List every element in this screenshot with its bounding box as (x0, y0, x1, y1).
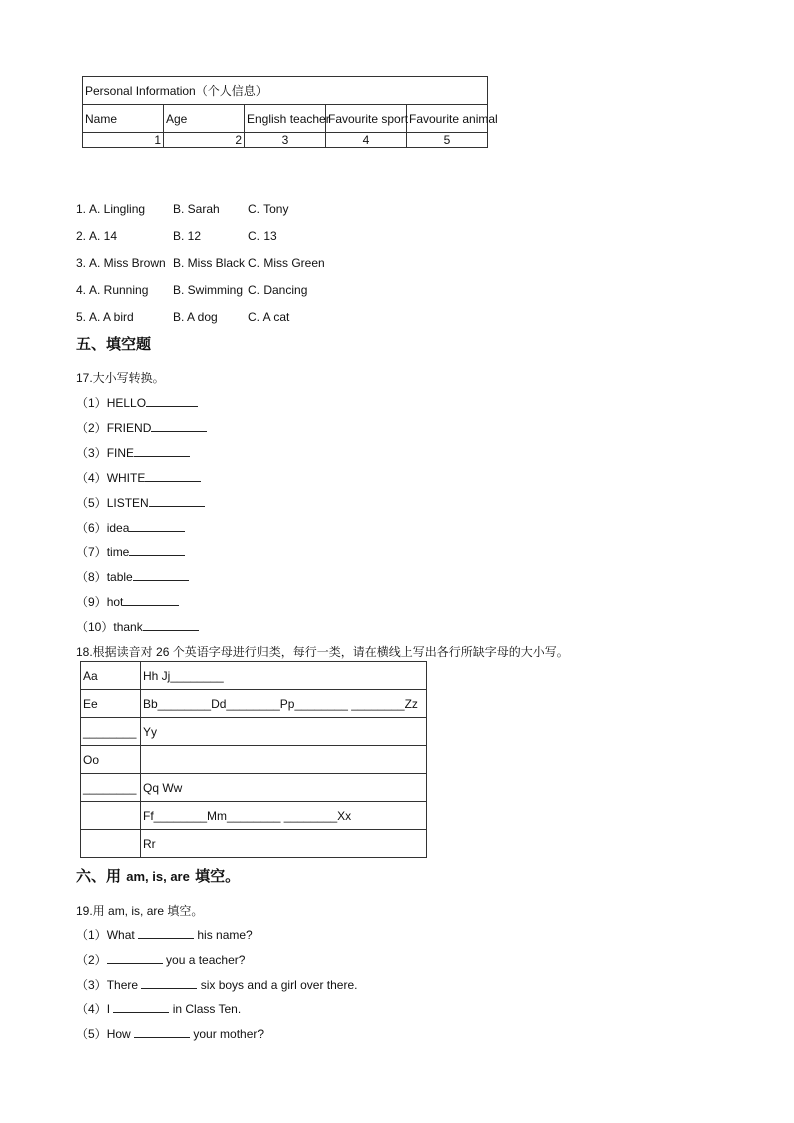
answer-blank[interactable] (146, 395, 198, 407)
question-19-title: 19.用 am, is, are 填空。 (76, 904, 204, 918)
letters-cell[interactable]: Qq Ww (141, 774, 427, 802)
table-row (81, 718, 427, 746)
group-cell[interactable] (81, 802, 141, 830)
option-a: A. Lingling (89, 202, 146, 216)
info-number-2: 2 (164, 133, 245, 148)
header-age: Age (164, 105, 245, 133)
option-a: A. 14 (89, 229, 118, 243)
choice-row (76, 283, 308, 297)
letters-cell[interactable]: Yy (141, 718, 427, 746)
section-heading: 五、填空题 (76, 335, 152, 353)
info-number-3: 3 (245, 133, 326, 148)
answer-blank[interactable] (134, 1026, 190, 1038)
option-b: B. A dog (173, 310, 218, 324)
heading-keywords: am, is, are (126, 869, 190, 884)
table-row (81, 830, 427, 858)
letters-cell[interactable]: Hh Jj________ (141, 662, 427, 690)
list-item: （1）What his name? (76, 928, 253, 942)
answer-blank[interactable] (134, 445, 190, 457)
choice-row (76, 229, 277, 243)
answer-blank[interactable] (113, 1001, 169, 1013)
answer-blank[interactable] (123, 594, 179, 606)
answer-blank[interactable] (107, 952, 163, 964)
list-item: （7）time (76, 543, 185, 560)
option-a: A. A bird (89, 310, 134, 324)
option-b: B. Swimming (173, 283, 244, 297)
list-item: （2） you a teacher? (76, 953, 246, 967)
option-b: B. 12 (173, 229, 202, 243)
answer-blank[interactable] (149, 495, 205, 507)
header-favourite-animal: Favourite animal (407, 105, 488, 133)
answer-blank[interactable] (138, 927, 194, 939)
choice-row (76, 310, 290, 324)
list-item: （5）LISTEN (76, 494, 205, 511)
option-a: A. Miss Brown (89, 256, 166, 270)
option-b: B. Sarah (173, 202, 220, 216)
table-row (81, 802, 427, 830)
list-item: （4）WHITE (76, 469, 201, 486)
table-row (81, 690, 427, 718)
choice-number: 1. (76, 202, 87, 216)
letters-cell[interactable]: Bb________Dd________Pp________ ________Zz (141, 690, 427, 718)
option-c: C. Dancing (248, 283, 308, 297)
choice-number: 5. (76, 310, 87, 324)
choice-row (76, 256, 325, 270)
answer-blank[interactable] (145, 470, 201, 482)
letters-cell[interactable]: Ff________Mm________ ________Xx (141, 802, 427, 830)
option-c: C. A cat (248, 310, 290, 324)
group-cell[interactable] (81, 830, 141, 858)
group-cell[interactable]: ________ (81, 718, 141, 746)
answer-blank[interactable] (129, 520, 185, 532)
section-heading (76, 865, 240, 886)
heading-part: 填空。 (195, 867, 241, 885)
choice-number: 4. (76, 283, 87, 297)
letter-grid-table (80, 661, 427, 858)
answer-blank[interactable] (141, 977, 197, 989)
letters-cell[interactable] (141, 746, 427, 774)
answer-blank[interactable] (151, 420, 207, 432)
list-item: （9）hot (76, 593, 179, 610)
answer-blank[interactable] (129, 544, 185, 556)
option-a: A. Running (89, 283, 149, 297)
table-row (81, 746, 427, 774)
personal-info-table (82, 76, 498, 148)
list-item: （4）I in Class Ten. (76, 1002, 242, 1016)
header-favourite-sport: Favourite sport (326, 105, 407, 133)
list-item: （6）idea (76, 519, 185, 536)
option-c: C. Tony (248, 202, 289, 216)
group-cell: Ee (81, 690, 141, 718)
option-c: C. 13 (248, 229, 277, 243)
choice-row (76, 202, 289, 216)
header-english-teacher: English teacher (245, 105, 326, 133)
list-item: （3）There six boys and a girl over there. (76, 978, 358, 992)
list-item: （10）thank (76, 618, 199, 635)
option-b: B. Miss Black (173, 256, 246, 270)
group-cell: Aa (81, 662, 141, 690)
table-row (81, 774, 427, 802)
answer-blank[interactable] (143, 619, 199, 631)
choice-number: 3. (76, 256, 87, 270)
answer-blank[interactable] (133, 569, 189, 581)
question-18-title: 18.根据读音对 26 个英语字母进行归类，每行一类，请在横线上写出各行所缺字母的大小写。 (76, 645, 569, 659)
question-17-title: 17.大小写转换。 (76, 371, 165, 385)
list-item: （8）table (76, 568, 189, 585)
list-item: （3）FINE (76, 444, 190, 461)
group-cell: Oo (81, 746, 141, 774)
info-table-title: Personal Information（个人信息） (83, 77, 488, 105)
info-number-5: 5 (407, 133, 488, 148)
letters-cell[interactable]: Rr (141, 830, 427, 858)
info-number-1: 1 (83, 133, 164, 148)
info-number-4: 4 (326, 133, 407, 148)
list-item: （2）FRIEND (76, 419, 207, 436)
header-name: Name (83, 105, 164, 133)
heading-part: 六、用 (76, 867, 122, 885)
option-c: C. Miss Green (248, 256, 325, 270)
table-row (81, 662, 427, 690)
choice-number: 2. (76, 229, 87, 243)
list-item: （1）HELLO (76, 394, 198, 411)
group-cell[interactable]: ________ (81, 774, 141, 802)
list-item: （5）How your mother? (76, 1027, 265, 1041)
